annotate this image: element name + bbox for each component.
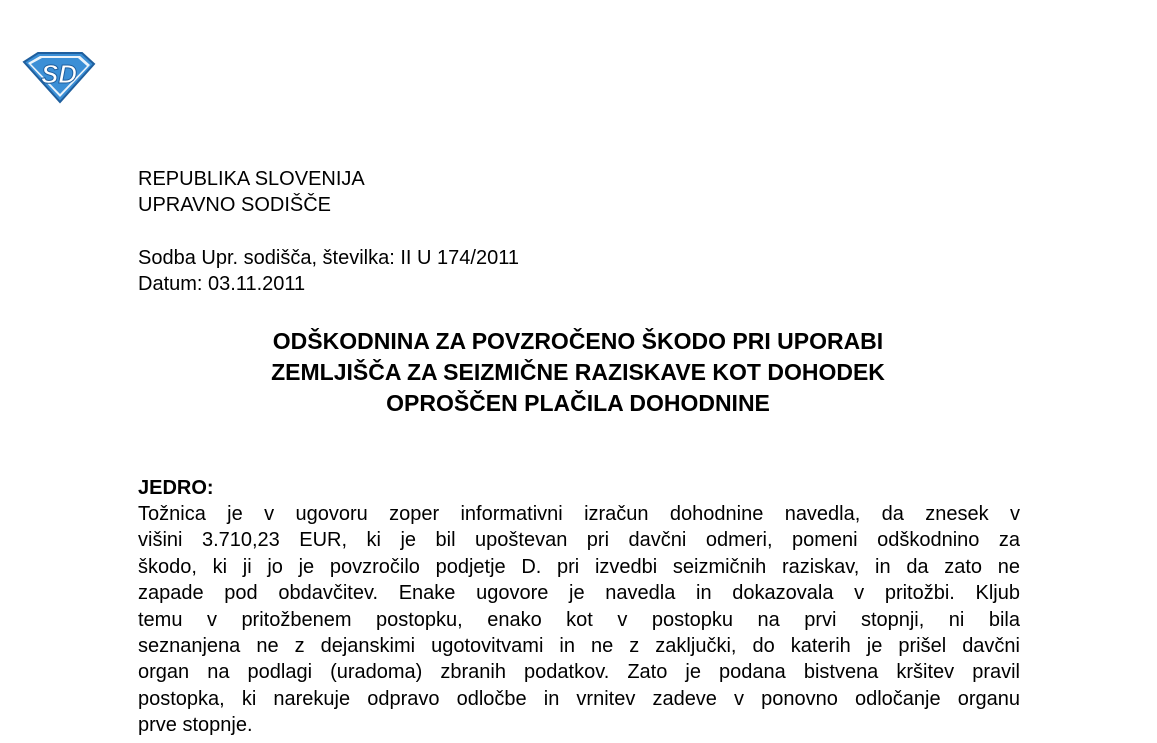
paragraph-line: zapade pod obdavčitev. Enake ugovore je navedla in dokazovala v pritožbi. Kljub: [138, 582, 1020, 605]
document-title: [138, 326, 1018, 419]
svg-text:SD: SD: [40, 59, 78, 89]
paragraph-line: organ na podlagi (uradoma) zbranih podatkov. Zato je podana bistvena kršitev pravil: [138, 661, 1020, 684]
court-name: UPRAVNO SODIŠČE: [138, 194, 331, 216]
ruling-info: [138, 245, 519, 297]
title-line: OPROŠČEN PLAČILA DOHODNINE: [386, 390, 770, 416]
paragraph-line: temu v pritožbenem postopku, enako kot v postopku na prvi stopnji, ni bila: [138, 608, 1020, 631]
paragraph-line: seznanjena ne z dejanskimi ugotovitvami in ne z zaključki, do katerih je prišel davčni: [138, 634, 1020, 657]
core-label: JEDRO:: [138, 477, 214, 499]
paragraph-line: Tožnica je v ugovoru zoper informativni izračun dohodnine navedla, da znesek v: [138, 503, 1020, 525]
paragraph-line: postopka, ki narekuje odpravo odločbe in vrnitev zadeve v ponovno odločanje organu: [138, 687, 1020, 710]
ruling-date: Datum: 03.11.2011: [138, 273, 306, 295]
ruling-number: Sodba Upr. sodišča, številka: II U 174/2011: [138, 247, 519, 269]
court-heading: [138, 166, 365, 218]
paragraph-line: škodo, ki ji jo je povzročilo podjetje D. pri izvedbi seizmičnih raziskav, in da zato ne: [138, 555, 1020, 578]
title-line: ODŠKODNINA ZA POVZROČENO ŠKODO PRI UPORABI: [272, 328, 884, 354]
paragraph-line: višini 3.710,23 EUR, ki je bil upoštevan pri davčni odmeri, pomeni odškodnino za: [138, 529, 1020, 552]
sd-shield-logo-icon: [22, 50, 96, 104]
court-country: REPUBLIKA SLOVENIJA: [138, 168, 365, 190]
title-line: ZEMLJIŠČA ZA SEIZMIČNE RAZISKAVE KOT DOHODEK: [271, 359, 885, 385]
paragraph-line: prve stopnje.: [138, 714, 253, 737]
core-paragraph: [138, 501, 1020, 739]
